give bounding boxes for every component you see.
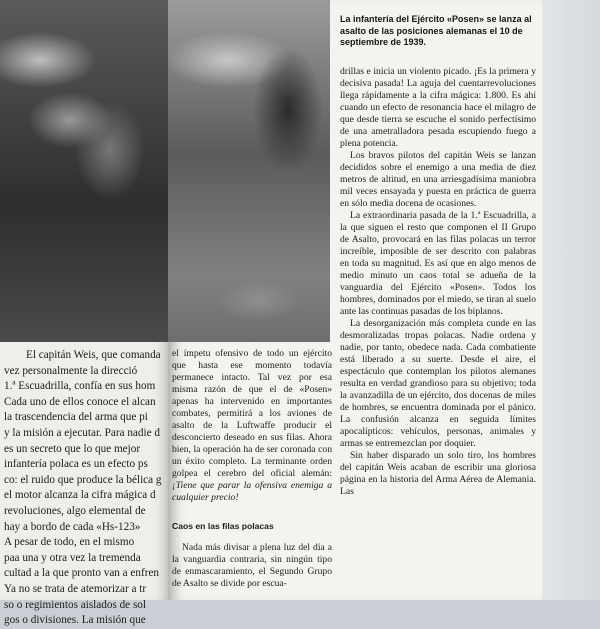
- left-text-line: Ya no se trata de atemorizar a tr: [4, 582, 147, 595]
- paragraph: [172, 348, 332, 504]
- middle-column-text: [172, 348, 332, 590]
- quoted-order: ¡Tiene que parar la ofensiva enemiga a cualquier precio!: [172, 480, 332, 503]
- left-text-line: es un secreto que lo que mejor: [4, 442, 141, 455]
- left-text-line: el motor alcanza la cifra mágica d: [4, 489, 156, 502]
- section-heading: Caos en las filas polacas: [172, 521, 274, 531]
- left-text-line: gos o divisiones. La misión que: [4, 614, 146, 627]
- left-text-line: paa una y otra vez la tremenda: [4, 551, 141, 564]
- paragraph: La desorganización más completa cunde en las desmoralizadas tropas polacas. Nadie ordena y nadie, por tanto, obedece nada. Cada combatiente está liberado a su suerte. Desde el aire, el espectáculo que contemplan los pilotos alemanes resulta en verdad grandioso para su objetivo; toda la avanzadilla de un ejército, dos docenas de miles de hombres, se encuentra dominada por el pánico. La confusión alcanza en seguida límites apocalípticos: vehículos, personas, animales y armas se entremezclan por doquier.: [340, 318, 536, 449]
- left-text-line: la trascendencia del arma que pi: [4, 411, 148, 424]
- left-text-line: revoluciones, algo elemental de: [4, 504, 146, 517]
- soldiers-photo-left: [0, 0, 168, 342]
- left-page: [0, 0, 170, 627]
- left-text-line: A pesar de todo, en el mismo: [4, 536, 135, 549]
- left-text-line: co: el ruido que produce la bélica g: [4, 473, 162, 486]
- paragraph: Sin haber disparado un solo tiro, los hombres del capitán Weis acaban de escribir una gloriosa página en la historia del Arma Aérea de Alemania. Las: [340, 450, 536, 497]
- paragraph: Nada más divisar a plena luz del día a la vanguardia contraria, sin ningún tipo de enmascaramiento, el Segundo Grupo de Asalto se divide por escua-: [172, 542, 332, 589]
- paragraph: drillas e inicia un violento picado. ¡Es la primera y decisiva pasada! La aguja del cuentarrevoluciones llega rápidamente a la cifra mágica: 1.800. Es ahí cuando un efecto de resonancia hace el milagro de que desde tierra se escuche el sonido perfectísimo de una ametralladora pesada escupiendo fuego a plena potencia.: [340, 66, 536, 149]
- photo-caption: La infantería del Ejército «Posen» se lanza al asalto de las posiciones alemanas el 10 de septiembre de 1939.: [340, 14, 532, 47]
- left-text-line: y la misión a ejecutar. Para nadie d: [4, 426, 160, 439]
- left-text-line: El capitán Weis, que comanda: [26, 349, 161, 361]
- left-text-line: hay a bordo de cada «Hs-123»: [4, 520, 141, 533]
- left-text-line: infantería polaca es un efecto ps: [4, 458, 148, 471]
- right-page: [168, 0, 542, 600]
- left-text-line: cultad a la que pronto van a enfren: [4, 567, 160, 580]
- left-text-line: vez personalmente la direcció: [4, 364, 138, 377]
- left-text-line: so o regimientos aislados de sol: [4, 598, 147, 611]
- left-text-line: Cada uno de ellos conoce el alcan: [4, 395, 156, 408]
- infantry-assault-photo: [168, 0, 330, 342]
- left-text-line: 1.ª Escuadrilla, confía en sus hom: [4, 380, 156, 393]
- paragraph-text: el ímpetu ofensivo de todo un ejército que hasta ese momento todavía permanece intacto. Tal vez por esa misma razón de que el de «Posen» apenas ha intervenido en importantes combates, permitirá a los aviones de asalto de la Luftwaffe producir el desconcierto deseado en sus filas. Ahora bien, la operación ha de ser coronada con un éxito completo. La terminante orden golpea el cerebro del oficial alemán:: [172, 348, 332, 479]
- paragraph: La extraordinaria pasada de la 1.ª Escuadrilla, a la que siguen el resto que componen el II Grupo de Asalto, provocará en las filas polacas un terror increíble, imposible de ser descrito con palabras en toda su magnitud. Es así que en algo menos de medio minuto un caos total se adueña de la vanguardia del Ejército «Posen». Todos los hombres, dominados por el miedo, se tiran al suelo ante las continuas pasadas de los biplanos.: [340, 210, 536, 317]
- left-page-text: [0, 348, 164, 629]
- right-column-text: [340, 66, 536, 498]
- paragraph: Los bravos pilotos del capitán Weis se lanzan decididos sobre el enemigo a una media de diez metros de altitud, en una arriesgadísima maniobra mil veces ensayada y puesta en práctica de guerra en sólo media docena de ocasiones.: [340, 150, 536, 209]
